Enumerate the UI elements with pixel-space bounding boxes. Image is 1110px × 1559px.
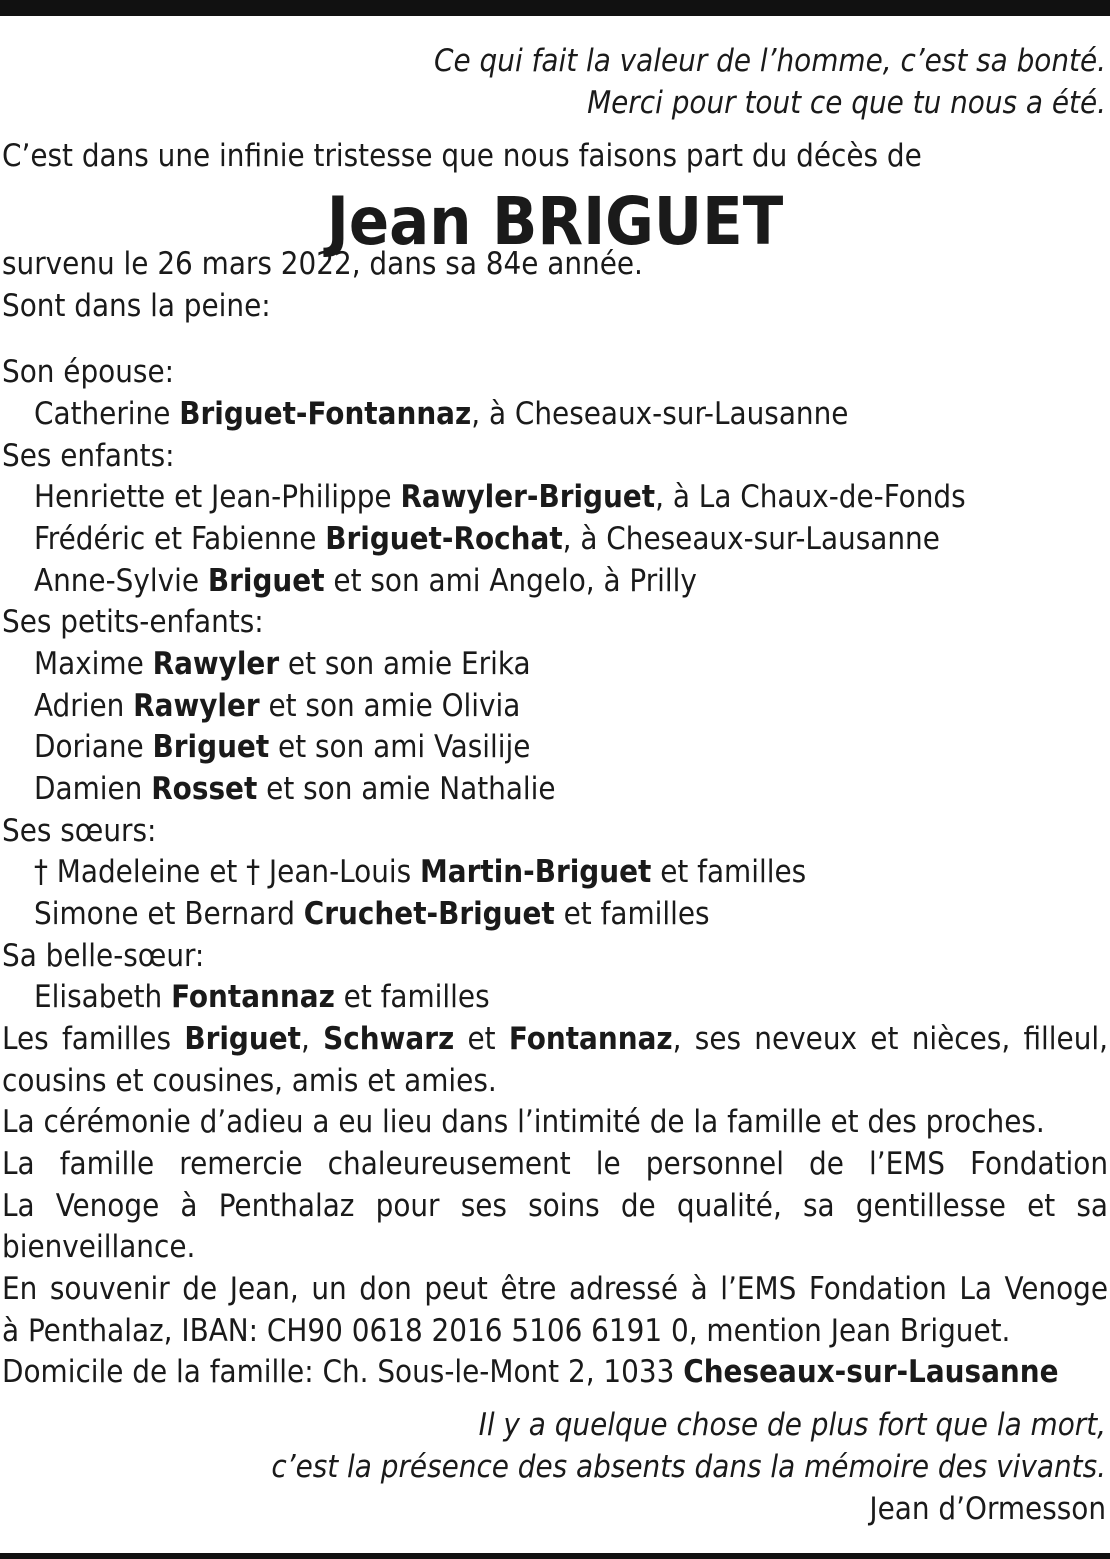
- closing-quote-author: Jean d’Ormesson: [869, 1491, 1106, 1527]
- sisters-entry: Simone et Bernard Cruchet-Briguet et familles: [34, 896, 710, 932]
- closing-quote-line-2: c’est la présence des absents dans la mémoire des vivants.: [271, 1449, 1106, 1485]
- thanks-line-3: bienveillance.: [2, 1229, 196, 1265]
- sister-in-law-entry: Elisabeth Fontannaz et familles: [34, 979, 490, 1015]
- top-rule: [0, 0, 1110, 16]
- spouse-heading: Son épouse:: [2, 354, 175, 390]
- children-entry: Anne-Sylvie Briguet et son ami Angelo, à Prilly: [34, 563, 697, 599]
- children-heading: Ses enfants:: [2, 438, 175, 474]
- thanks-line-1: La famille remercie chaleureusement le personnel de l’EMS Fondation: [2, 1146, 1108, 1182]
- grandchildren-entry: Adrien Rawyler et son amie Olivia: [34, 688, 521, 724]
- spouse-entry: Catherine Briguet-Fontannaz, à Cheseaux-sur-Lausanne: [34, 396, 849, 432]
- donation-line-2: à Penthalaz, IBAN: CH90 0618 2016 5106 6191 0, mention Jean Briguet.: [2, 1313, 1011, 1349]
- sister-in-law-heading: Sa belle-sœur:: [2, 938, 205, 974]
- grandchildren-entry: Doriane Briguet et son ami Vasilije: [34, 729, 531, 765]
- grandchildren-heading: Ses petits-enfants:: [2, 604, 264, 640]
- families-line-2: cousins et cousines, amis et amies.: [2, 1063, 497, 1099]
- sisters-entry: † Madeleine et † Jean-Louis Martin-Briguet et familles: [34, 854, 807, 890]
- sisters-heading: Ses sœurs:: [2, 813, 157, 849]
- bottom-rule: [0, 1553, 1110, 1559]
- intro-text: C’est dans une infinie tristesse que nous faisons part du décès de: [2, 138, 922, 174]
- closing-quote-line-1: Il y a quelque chose de plus fort que la mort,: [478, 1407, 1106, 1443]
- thanks-line-2: La Venoge à Penthalaz pour ses soins de qualité, sa gentillesse et sa: [2, 1188, 1108, 1224]
- deceased-name: Jean BRIGUET: [326, 183, 784, 260]
- children-entry: Frédéric et Fabienne Briguet-Rochat, à Cheseaux-sur-Lausanne: [34, 521, 940, 557]
- mourners-heading: Sont dans la peine:: [2, 288, 271, 324]
- grandchildren-entry: Maxime Rawyler et son amie Erika: [34, 646, 531, 682]
- death-info: survenu le 26 mars 2022, dans sa 84e année.: [2, 246, 643, 282]
- grandchildren-entry: Damien Rosset et son amie Nathalie: [34, 771, 556, 807]
- families-line-1: Les familles Briguet, Schwarz et Fontannaz, ses neveux et nièces, filleul,: [2, 1021, 1109, 1057]
- ceremony-text: La cérémonie d’adieu a eu lieu dans l’intimité de la famille et des proches.: [2, 1104, 1045, 1140]
- children-entry: Henriette et Jean-Philippe Rawyler-Briguet, à La Chaux-de-Fonds: [34, 479, 966, 515]
- epigraph-line-2: Merci pour tout ce que tu nous a été.: [587, 85, 1106, 121]
- epigraph-line-1: Ce qui fait la valeur de l’homme, c’est sa bonté.: [434, 43, 1106, 79]
- domicile-text: Domicile de la famille: Ch. Sous-le-Mont 2, 1033 Cheseaux-sur-Lausanne: [2, 1354, 1059, 1390]
- donation-line-1: En souvenir de Jean, un don peut être adressé à l’EMS Fondation La Venoge: [2, 1271, 1108, 1307]
